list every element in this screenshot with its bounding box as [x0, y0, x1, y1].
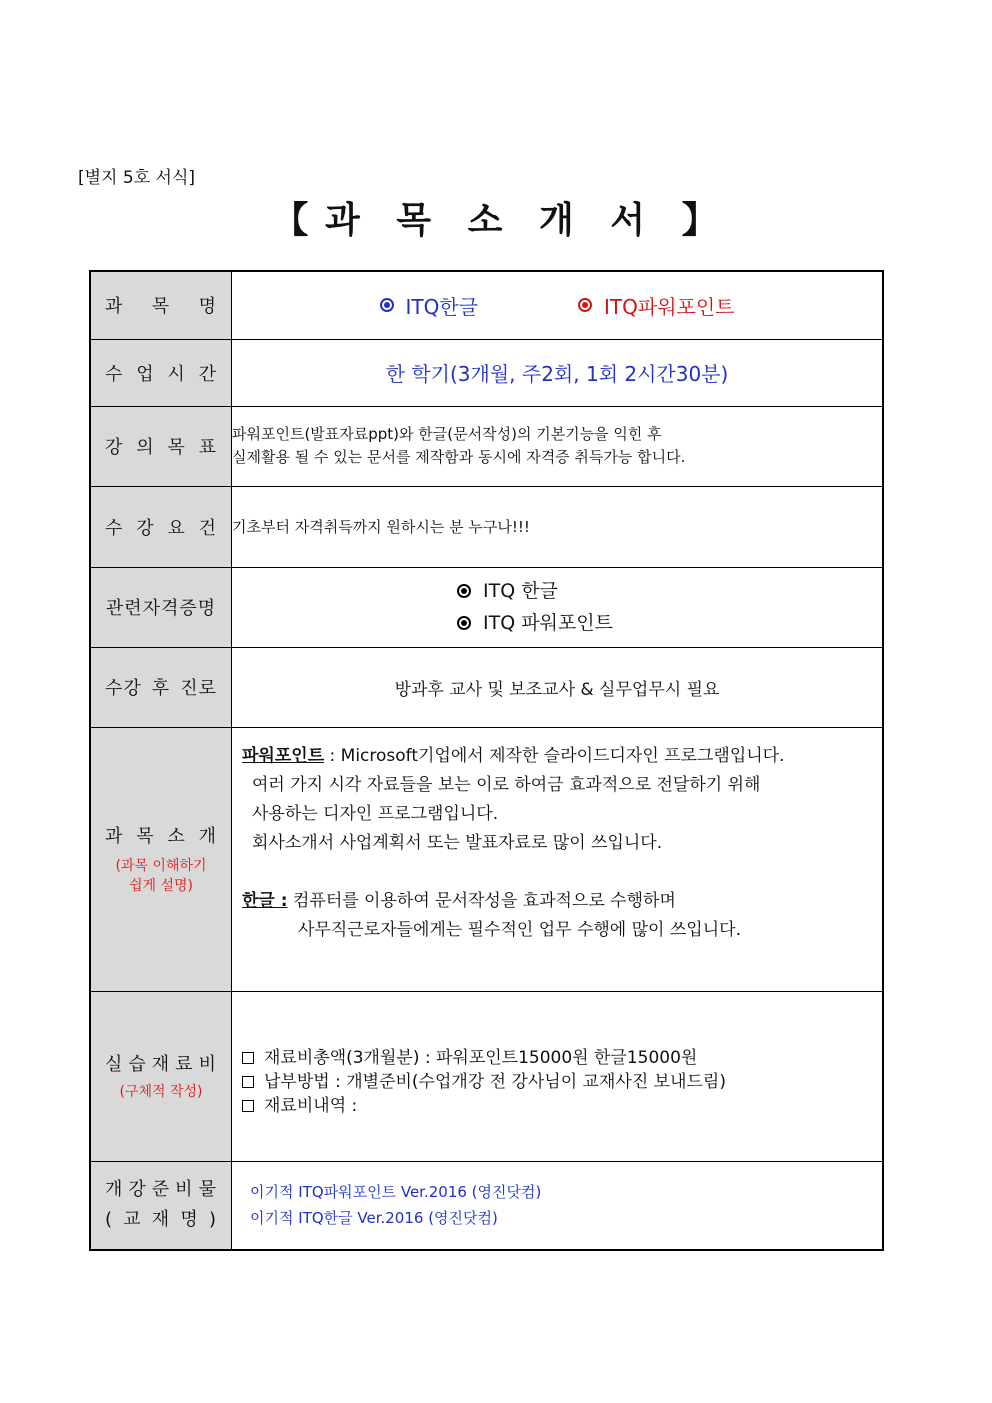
label-materials-sub: (구체적 작성): [119, 1084, 203, 1100]
checkbox-icon: [242, 1052, 254, 1064]
title-word-4: 개: [538, 200, 596, 241]
row-subject: [90, 271, 883, 339]
certificate-item: ITQ 한글: [457, 575, 657, 607]
radio-selected-icon: [578, 298, 592, 312]
radio-selected-icon: [457, 616, 471, 630]
row-textbook: [90, 1161, 883, 1250]
label-career: 수강 후 진로: [90, 647, 232, 727]
form-number-label: [별지 5호 서식]: [78, 168, 195, 188]
ppt-intro-line: 파워포인트 : Microsoft기업에서 제작한 슬라이드디자인 프로그램입니다.: [242, 745, 785, 766]
material-item: 납부방법 : 개별준비(수업개강 전 강사님이 교재사진 보내드림): [242, 1070, 882, 1094]
document-title: 【 과 목 소 개 서 】: [272, 200, 720, 241]
title-word-1: 과: [324, 200, 382, 241]
textbook-value: [232, 1161, 884, 1250]
row-goal: [90, 406, 883, 486]
label-intro-sub: (과목 이해하기 쉽게 설명): [115, 858, 207, 894]
hangul-intro-line: 사무직근로자들에게는 필수적인 업무 수행에 많이 쓰입니다.: [298, 919, 741, 940]
label-goal: 강 의 목 표: [90, 406, 232, 486]
textbook-item: 이기적 ITQ파워포인트 Ver.2016 (영진닷컴): [250, 1183, 542, 1202]
certificate-value: [232, 567, 884, 647]
checkbox-icon: [242, 1100, 254, 1112]
row-career: [90, 647, 883, 727]
material-item: 재료비총액(3개월분) : 파워포인트15000원 한글15000원: [242, 1046, 882, 1070]
ppt-intro-line: 회사소개서 사업계획서 또는 발표자료로 많이 쓰입니다.: [252, 832, 663, 853]
subject-value: [232, 271, 884, 339]
ppt-intro-line: 여러 가지 시각 자료들을 보는 이로 하여금 효과적으로 전달하기 위해: [252, 774, 761, 795]
label-subject: 과 목 명: [90, 271, 232, 339]
label-requirement: 수 강 요 건: [90, 486, 232, 567]
requirement-value: 기초부터 자격취득까지 원하시는 분 누구나!!!: [232, 486, 884, 567]
career-value: 방과후 교사 및 보조교사 & 실무업무시 필요: [232, 647, 884, 727]
row-materials: [90, 991, 883, 1161]
option-itq-hangul: ITQ한글: [380, 291, 479, 320]
label-materials: 실 습 재 료 비 (구체적 작성): [90, 991, 232, 1161]
materials-value: [232, 991, 884, 1161]
title-word-3: 소: [467, 200, 525, 241]
row-intro: [90, 727, 883, 991]
radio-selected-icon: [380, 298, 394, 312]
title-word-5: 서: [610, 200, 668, 241]
intro-value: [232, 727, 884, 991]
goal-line: 파워포인트(발표자료ppt)와 한글(문서작성)의 기본기능을 익힌 후: [232, 425, 662, 443]
course-intro-table: [89, 270, 884, 1251]
material-item: 재료비내역 :: [242, 1094, 882, 1118]
checkbox-icon: [242, 1076, 254, 1088]
option-itq-powerpoint: ITQ파워포인트: [578, 291, 734, 320]
hangul-intro-title: 한글 :: [242, 890, 288, 911]
title-word-2: 목: [396, 200, 454, 241]
row-requirement: [90, 486, 883, 567]
row-class-time: [90, 339, 883, 406]
goal-line: 실제활용 될 수 있는 문서를 제작함과 동시에 자격증 취득가능 합니다.: [232, 448, 686, 466]
label-class-time: 수 업 시 간: [90, 339, 232, 406]
label-textbook: 개 강 준 비 물 ( 교 재 명 ): [90, 1161, 232, 1250]
ppt-intro-line: 사용하는 디자인 프로그램입니다.: [252, 803, 499, 824]
label-intro: 과 목 소 개 (과목 이해하기 쉽게 설명): [90, 727, 232, 991]
ppt-intro-title: 파워포인트: [242, 745, 325, 766]
goal-value: [232, 406, 884, 486]
certificate-item: ITQ 파워포인트: [457, 607, 657, 639]
textbook-item: 이기적 ITQ한글 Ver.2016 (영진닷컴): [250, 1209, 498, 1228]
hangul-intro-line: 한글 : 컴퓨터를 이용하여 문서작성을 효과적으로 수행하며: [242, 890, 676, 911]
class-time-value: 한 학기(3개월, 주2회, 1회 2시간30분): [232, 339, 884, 406]
radio-selected-icon: [457, 584, 471, 598]
label-certificate: 관련자격증명: [90, 567, 232, 647]
row-certificate: [90, 567, 883, 647]
